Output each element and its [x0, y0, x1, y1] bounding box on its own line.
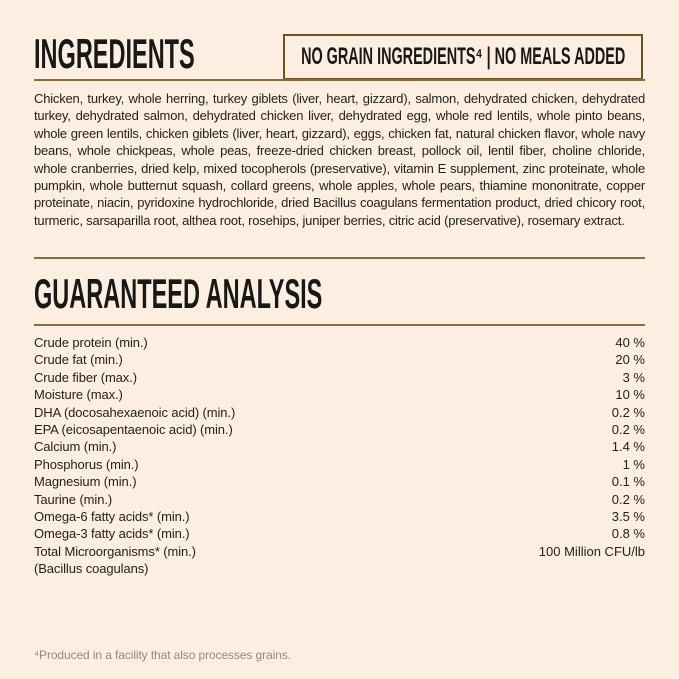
analysis-row-label: Calcium (min.): [34, 439, 117, 455]
analysis-row-value: 3.5 %: [611, 509, 645, 525]
analysis-title: GUARANTEED ANALYSIS: [34, 270, 323, 317]
analysis-row: [34, 491, 645, 508]
analysis-row-value: 20 %: [615, 352, 645, 368]
analysis-row-value: 0.2 %: [611, 404, 645, 420]
ingredients-title: INGREDIENTS: [34, 30, 195, 77]
no-grain-badge-text: NO GRAIN INGREDIENTS⁴ | NO MEALS ADDED: [300, 43, 626, 70]
analysis-row-label: Crude fiber (max.): [34, 369, 137, 385]
divider-below-analysis-title: [34, 324, 645, 326]
analysis-row-value: 1.4 %: [611, 439, 645, 455]
ingredients-paragraph: Chicken, turkey, whole herring, turkey giblets (liver, heart, gizzard), salmon, dehydrated chicken, dehydrated turkey, dehydrated salmon, dehydrated chicken liver, dehydrated egg, whole red lentils, whole pinto beans, whole green lentils, chicken giblets (liver, heart, gizzard), eggs, chicken fat, natural chicken flavor, whole navy beans, whole chickpeas, whole peas, freeze-dried chicken breast, pollock oil, lentil fiber, choline chloride, whole cranberries, dried kelp, mixed tocopherols (preservative), vitamin E supplement, zinc proteinate, whole pumpkin, whole butternut squash, collard greens, whole apples, whole pears, thiamine mononitrate, copper proteinate, niacin, pyridoxine hydrochloride, dried Bacillus coagulans fermentation product, dried chicory root, turmeric, sarsaparilla root, althea root, rosehips, juniper berries, citric acid (preservative), rosemary extract.: [34, 91, 645, 228]
analysis-row: [34, 473, 645, 490]
analysis-row-value: 0.2 %: [611, 422, 645, 438]
analysis-row: [34, 421, 645, 438]
analysis-row-label: Moisture (max.): [34, 387, 123, 403]
analysis-row: [34, 525, 645, 542]
no-grain-badge: [283, 34, 643, 80]
analysis-row-value: 0.2 %: [611, 491, 645, 507]
analysis-row: [34, 560, 645, 577]
footnote: ⁴Produced in a facility that also processes grains.: [34, 648, 291, 662]
analysis-row-value: 1 %: [622, 456, 645, 472]
analysis-row-label: EPA (eicosapentaenoic acid) (min.): [34, 422, 233, 438]
analysis-row-value: 10 %: [615, 387, 645, 403]
analysis-table: [34, 334, 645, 578]
analysis-row: [34, 438, 645, 455]
analysis-row: [34, 369, 645, 386]
analysis-row-label: Crude protein (min.): [34, 335, 148, 350]
analysis-row: [34, 351, 645, 368]
analysis-row-value: 0.8 %: [611, 526, 645, 542]
analysis-row-label: Omega-3 fatty acids* (min.): [34, 526, 190, 542]
analysis-row: [34, 334, 645, 351]
analysis-row-label: Taurine (min.): [34, 491, 113, 507]
analysis-row-label: DHA (docosahexaenoic acid) (min.): [34, 404, 236, 420]
analysis-row-label: Crude fat (min.): [34, 352, 123, 368]
analysis-row: [34, 543, 645, 560]
analysis-row-label: Magnesium (min.): [34, 474, 137, 490]
analysis-row: [34, 456, 645, 473]
analysis-row-label: (Bacillus coagulans): [34, 561, 149, 577]
analysis-row-value: 40 %: [615, 335, 645, 350]
analysis-row: [34, 404, 645, 421]
analysis-row-value: 3 %: [622, 369, 645, 385]
analysis-row-value: 0.1 %: [611, 474, 645, 490]
analysis-row: [34, 508, 645, 525]
analysis-row-label: Total Microorganisms* (min.): [34, 543, 196, 559]
divider-ingredients: [34, 79, 645, 81]
analysis-row-value: 100 Million CFU/lb: [538, 543, 645, 559]
divider-above-analysis: [34, 257, 645, 259]
analysis-row-label: Omega-6 fatty acids* (min.): [34, 509, 190, 525]
analysis-row-label: Phosphorus (min.): [34, 456, 139, 472]
analysis-row: [34, 386, 645, 403]
